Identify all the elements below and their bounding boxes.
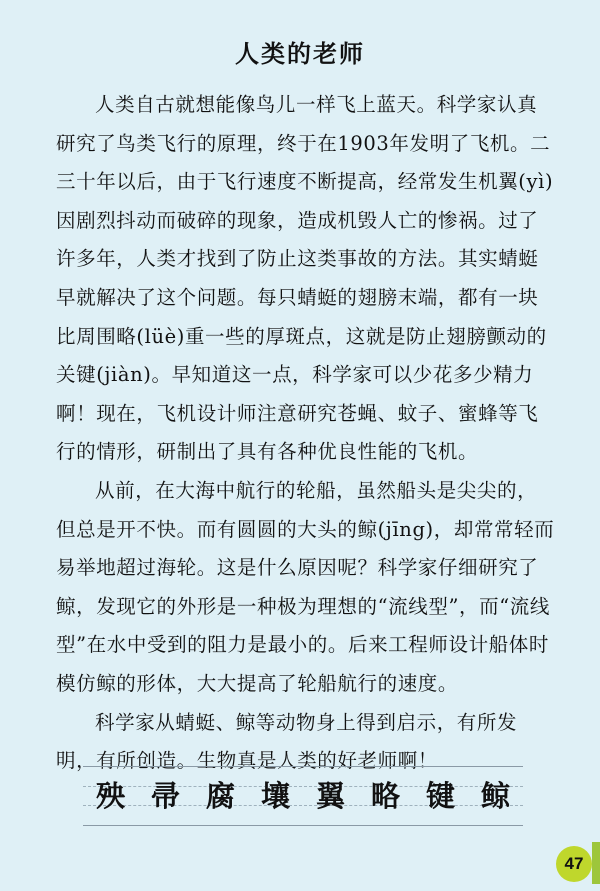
page-edge-tab (592, 842, 600, 884)
page-number-badge: 47 (556, 846, 592, 882)
lesson-body (56, 86, 556, 781)
paragraph-2: 从前，在大海中航行的轮船，虽然船头是尖尖的，但总是开不快。而有圆圆的大头的鲸(jīng)，却常常轻而易举地超过海轮。这是什么原因呢？科学家仔细研究了鲸，发现它的外形是一种极为理想的“流线型”，而“流线型”在水中受到的阻力是最小的。后来工程师设计船体时模仿鲸的形体，大大提高了轮船航行的速度。 (56, 478, 555, 695)
new-character: 腐 (205, 779, 235, 813)
new-characters-box (83, 766, 523, 826)
paragraph-3: 科学家从蜻蜓、鲸等动物身上得到启示，有所发明，有所创造。生物真是人类的好老师啊！ (56, 710, 518, 773)
paragraph-1: 人类自古就想能像鸟儿一样飞上蓝天。科学家认真研究了鸟类飞行的原理，终于在1903年发明了飞机。二三十年以后，由于飞行速度不断提高，经常发生机翼(yì)因剧烈抖动而破碎的现象，造成机毁人亡的惨祸。过了许多年，人类才找到了防止这类事故的方法。其实蜻蜓早就解决了这个问题。每只蜻蜓的翅膀末端，都有一块比周围略(lüè)重一些的厚斑点，这就是防止翅膀颤动的关键(jiàn)。早知道这一点，科学家可以少花多少精力啊！现在，飞机设计师注意研究苍蝇、蚊子、蜜蜂等飞行的情形，研制出了具有各种优良性能的飞机。 (56, 93, 554, 464)
new-character: 殃 (95, 779, 125, 813)
new-character: 键 (425, 779, 455, 813)
lesson-title: 人类的老师 (235, 39, 365, 68)
new-character: 翼 (315, 779, 345, 813)
new-character: 壤 (260, 779, 290, 813)
new-characters-row (83, 775, 523, 817)
new-character: 略 (370, 779, 400, 813)
new-character: 帚 (150, 779, 180, 813)
new-character: 鲸 (480, 779, 510, 813)
